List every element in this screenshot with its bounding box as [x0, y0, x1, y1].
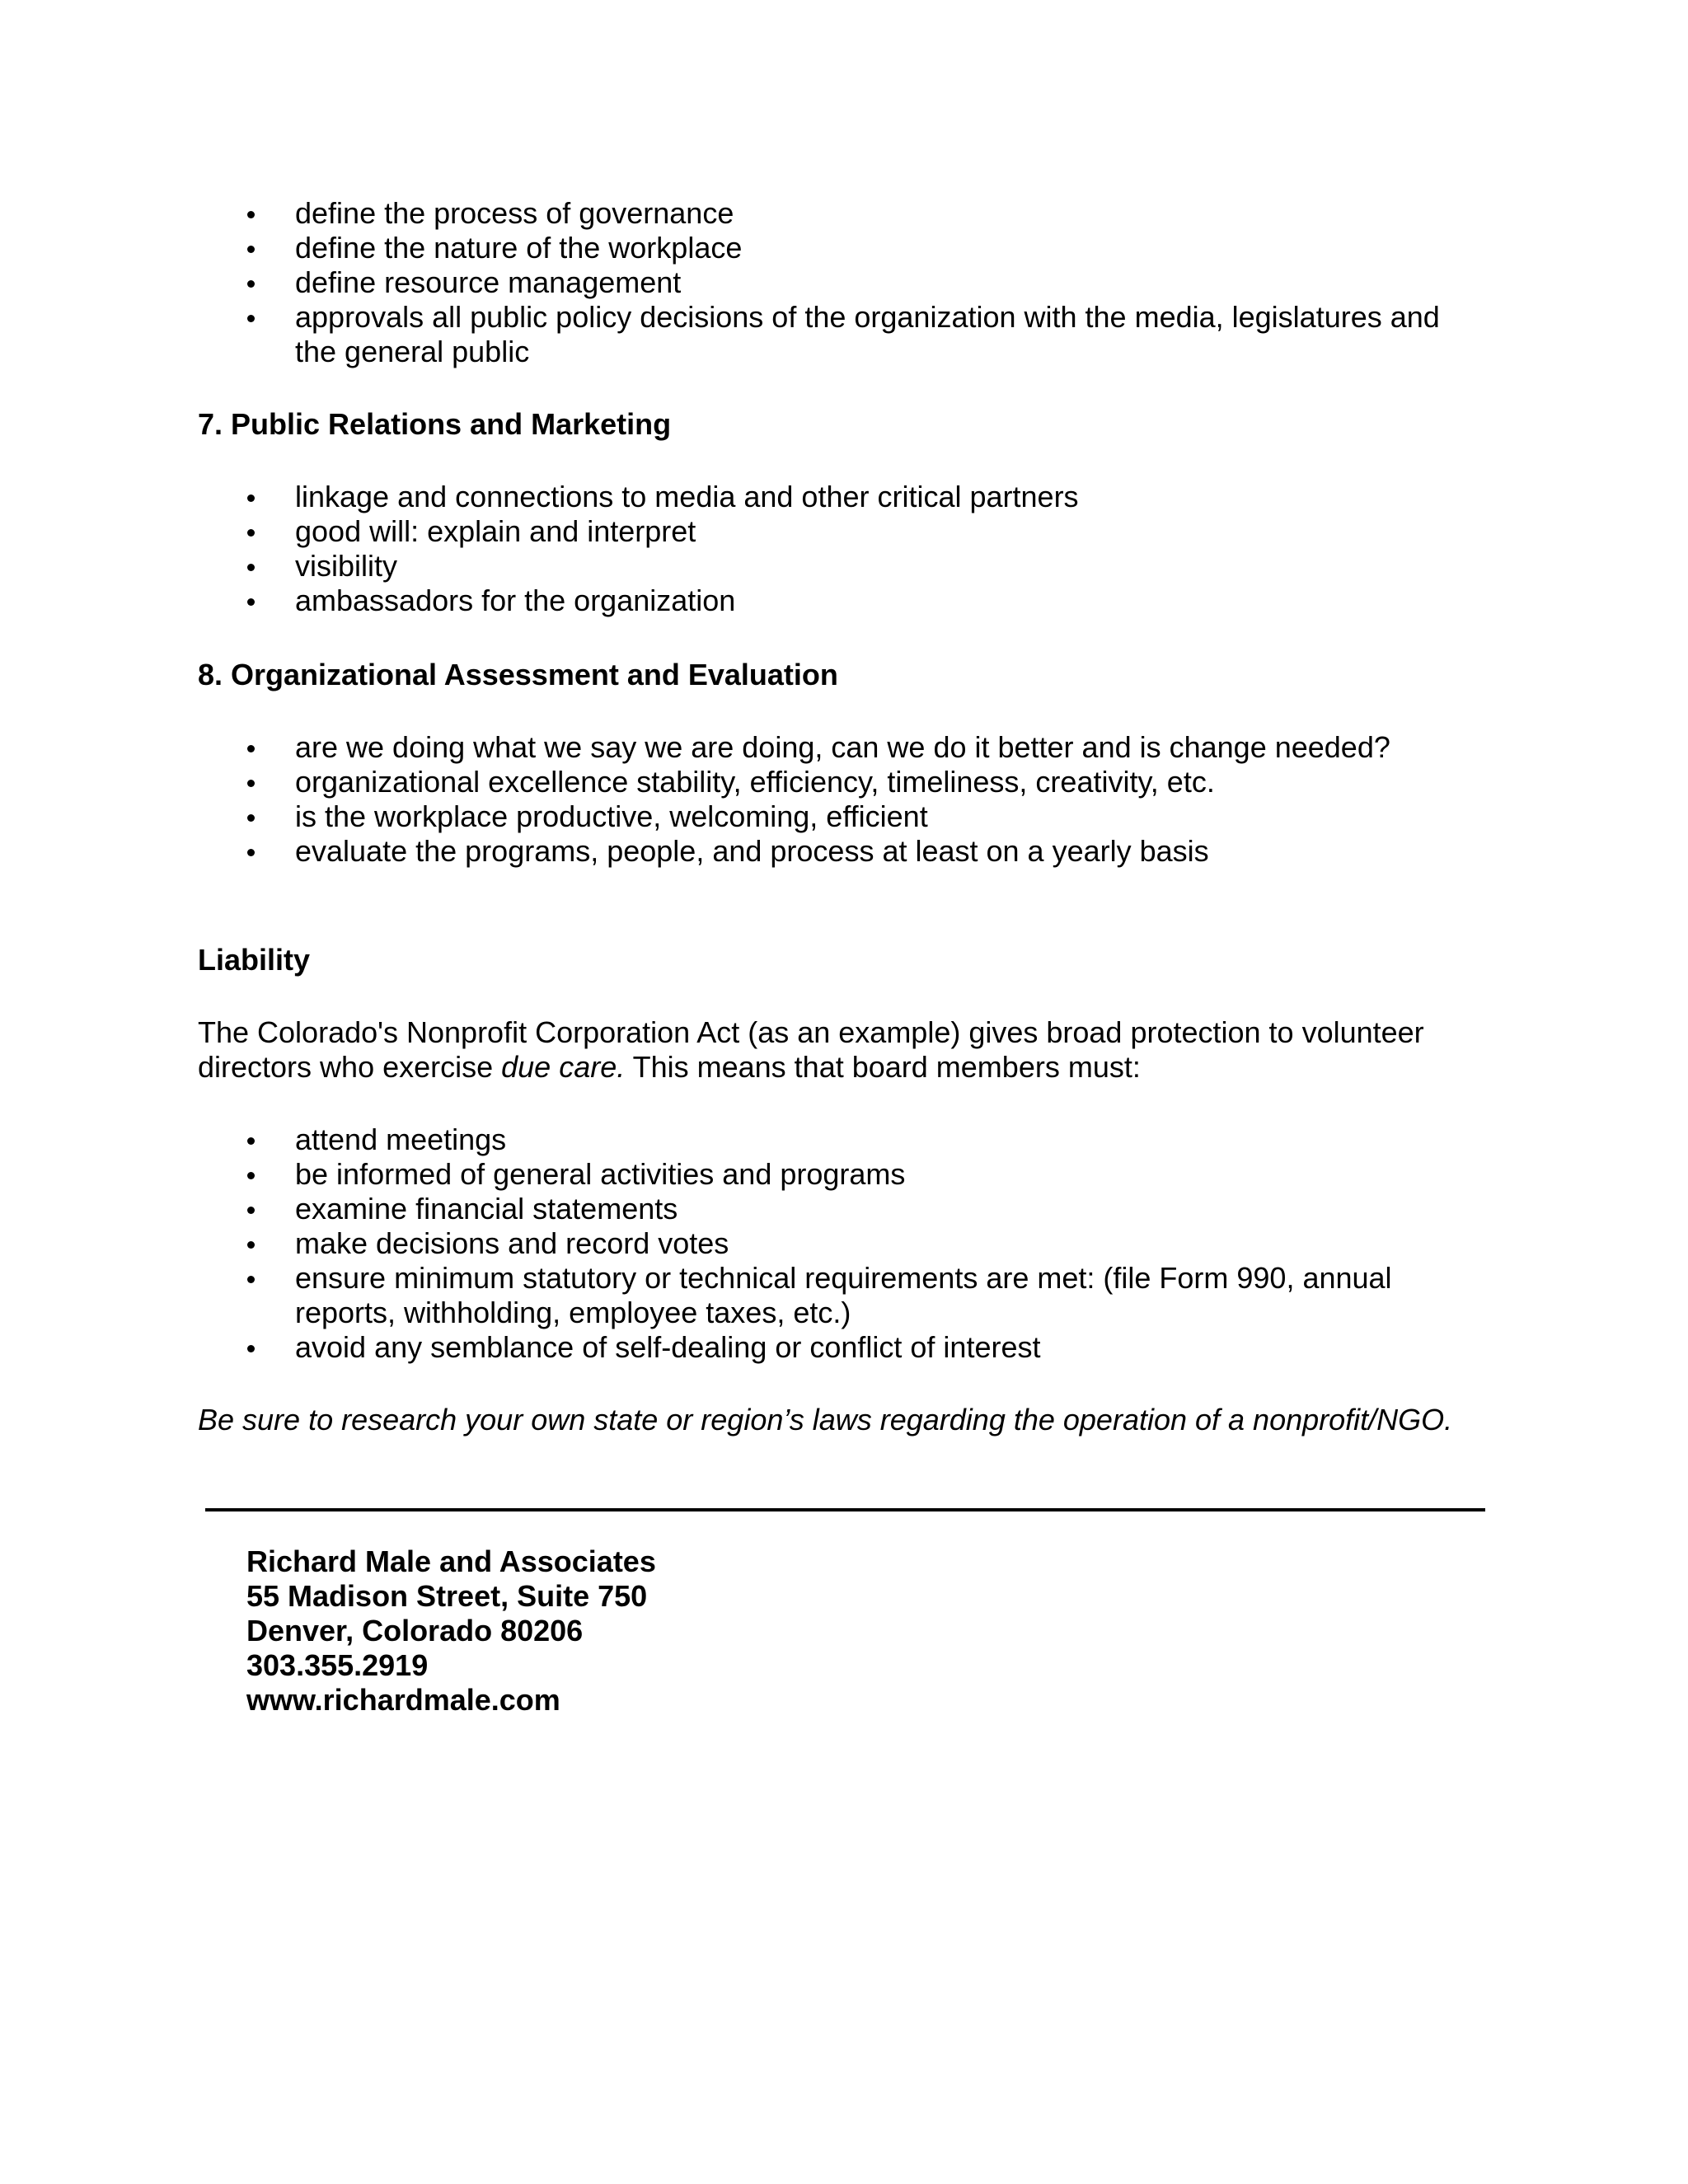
public-relations-list — [198, 480, 1492, 618]
section-heading-liability: Liability — [198, 943, 311, 977]
bullet-icon — [247, 315, 255, 322]
bullet-icon — [247, 564, 255, 571]
list-item: organizational excellence stability, efficiency, timeliness, creativity, etc. — [198, 765, 1492, 799]
bullet-icon — [247, 1241, 255, 1249]
bullet-icon — [247, 1137, 255, 1145]
bullet-icon — [247, 780, 255, 787]
bullet-icon — [247, 1207, 255, 1214]
list-item: approvals all public policy decisions of the organization with the media, legislatures and the general public — [198, 300, 1492, 369]
list-item: evaluate the programs, people, and process at least on a yearly basis — [198, 834, 1492, 869]
liability-intro: The Colorado's Nonprofit Corporation Act (as an example) gives broad protection to volunteer directors who exercise due care. This means that board members must: — [198, 1015, 1424, 1084]
list-item: be informed of general activities and programs — [198, 1157, 1451, 1192]
company-name: Richard Male and Associates — [246, 1544, 656, 1578]
bullet-icon — [247, 1345, 255, 1352]
due-care-emphasis: due care. — [501, 1050, 626, 1084]
bullet-icon — [247, 280, 255, 288]
list-item: avoid any semblance of self-dealing or conflict of interest — [198, 1330, 1451, 1365]
list-item: define the process of governance — [198, 196, 1492, 231]
list-item: ensure minimum statutory or technical requirements are met: (file Form 990, annual reports, withholding, employee taxes, etc.) — [198, 1261, 1451, 1330]
section-heading-assessment: 8. Organizational Assessment and Evaluation — [198, 658, 838, 691]
bullet-icon — [247, 814, 255, 822]
bullet-icon — [247, 849, 255, 856]
assessment-list — [198, 730, 1492, 869]
bullet-icon — [247, 1172, 255, 1179]
divider-line — [205, 1508, 1485, 1511]
list-item: define resource management — [198, 265, 1492, 300]
website-link[interactable]: www.richardmale.com — [246, 1683, 560, 1717]
bullet-icon — [247, 494, 255, 502]
contact-block — [246, 1544, 656, 1718]
bullet-icon — [247, 598, 255, 606]
list-item: are we doing what we say we are doing, can we do it better and is change needed? — [198, 730, 1492, 765]
list-item: examine financial statements — [198, 1192, 1451, 1226]
section-heading-public-relations: 7. Public Relations and Marketing — [198, 407, 672, 441]
governance-list — [198, 196, 1492, 369]
bullet-icon — [247, 211, 255, 218]
street-address: 55 Madison Street, Suite 750 — [246, 1579, 648, 1613]
bullet-icon — [247, 529, 255, 537]
city-state-zip: Denver, Colorado 80206 — [246, 1614, 584, 1647]
bullet-icon — [247, 745, 255, 752]
phone-number: 303.355.2919 — [246, 1648, 429, 1682]
list-item: linkage and connections to media and other critical partners — [198, 480, 1492, 514]
list-item: define the nature of the workplace — [198, 231, 1492, 265]
list-item: visibility — [198, 549, 1492, 583]
research-note: Be sure to research your own state or region’s laws regarding the operation of a nonprofit/NGO. — [198, 1403, 1453, 1436]
bullet-icon — [247, 246, 255, 253]
list-item: ambassadors for the organization — [198, 583, 1492, 618]
bullet-icon — [247, 1276, 255, 1283]
list-item: good will: explain and interpret — [198, 514, 1492, 549]
board-duties-list — [198, 1122, 1451, 1365]
list-item: make decisions and record votes — [198, 1226, 1451, 1261]
list-item: attend meetings — [198, 1122, 1451, 1157]
list-item: is the workplace productive, welcoming, efficient — [198, 799, 1492, 834]
